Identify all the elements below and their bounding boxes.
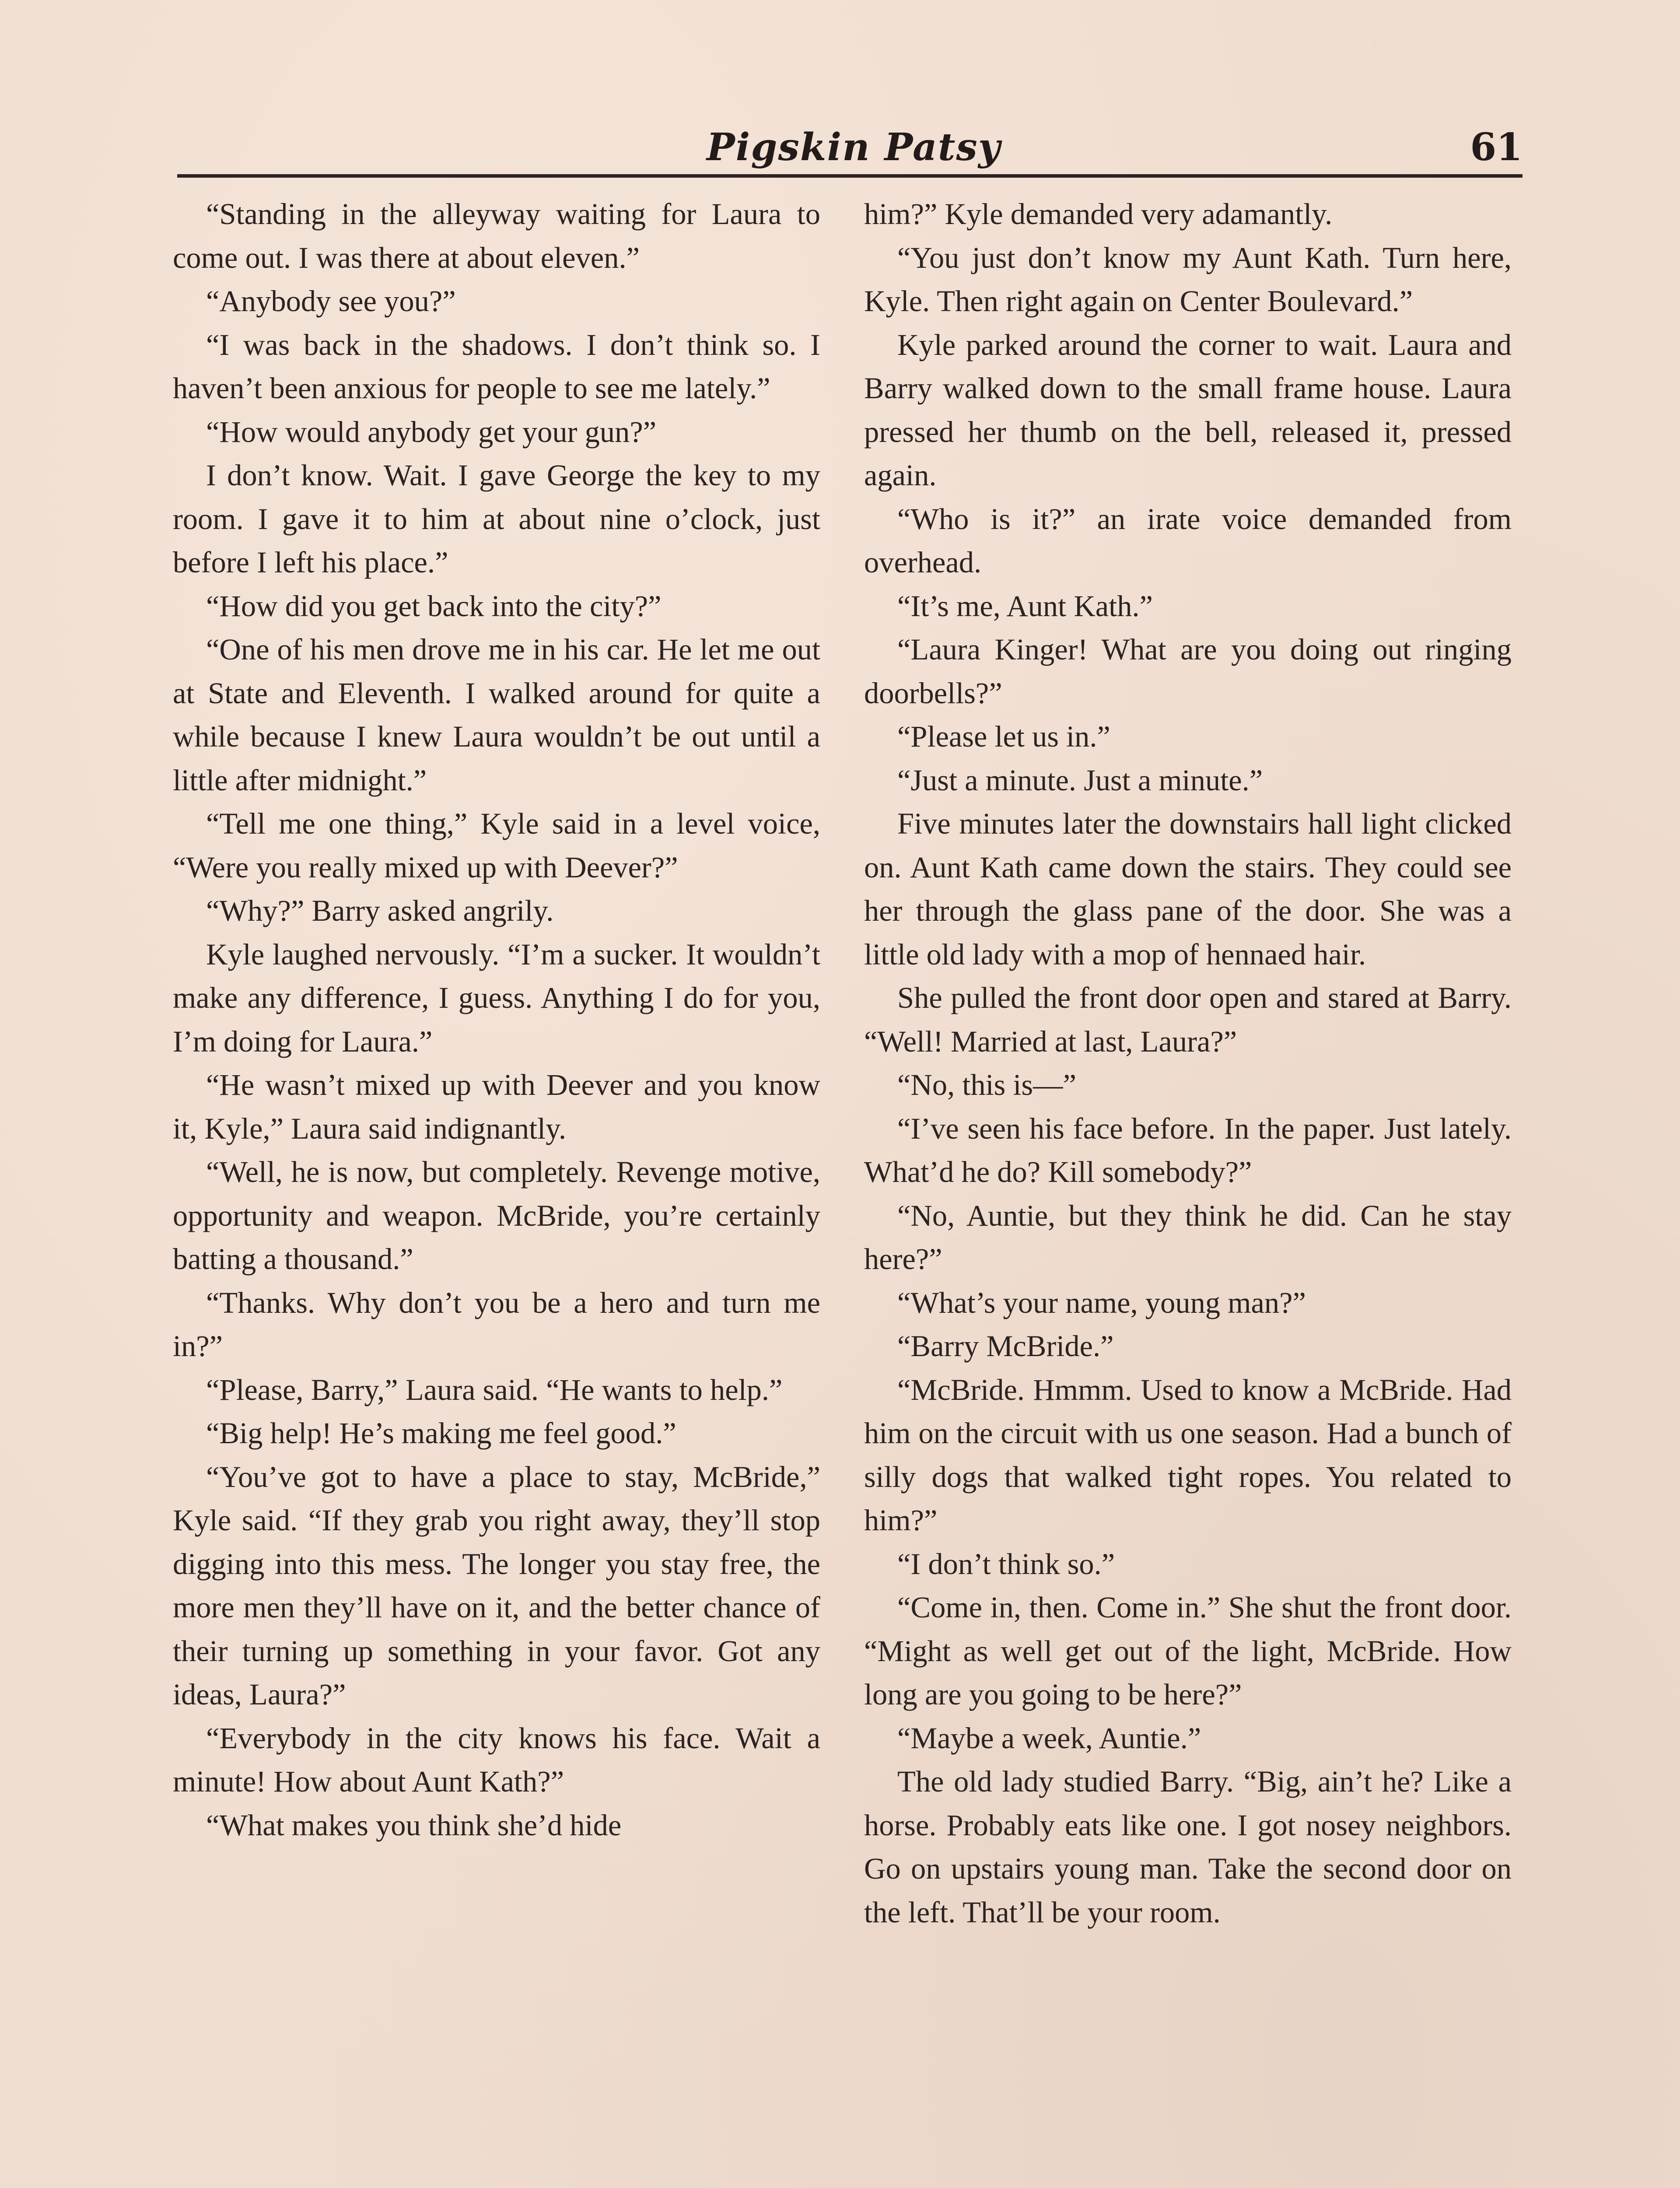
paragraph: She pulled the front door open and stared at Barry. “Well! Married at last, Laura?” <box>864 981 1512 1058</box>
paragraph: “Well, he is now, but completely. Revenge motive, opportunity and weapon. McBride, you’re certainly batting a thousand.” <box>173 1155 820 1276</box>
paragraph: “Why?” Barry asked angrily. <box>206 894 554 927</box>
header-rule <box>177 174 1522 178</box>
paragraph: “It’s me, Aunt Kath.” <box>897 589 1153 623</box>
paragraph: “Big help! He’s making me feel good.” <box>206 1417 676 1450</box>
paragraph: Kyle laughed nervously. “I’m a sucker. It wouldn’t make any difference, I guess. Anything I do for you, I’m doing for Laura.” <box>173 937 820 1058</box>
paragraph: I don’t know. Wait. I gave George the key to my room. I gave it to him at about nine o’clock, just before I left his place.” <box>173 459 820 579</box>
paragraph: “How did you get back into the city?” <box>206 589 662 623</box>
paragraph: “One of his men drove me in his car. He let me out at State and Eleventh. I walked around for quite a while because I knew Laura wouldn’t be out until a little after midnight.” <box>173 633 820 797</box>
paragraph: “Barry McBride.” <box>897 1329 1114 1363</box>
running-header <box>177 123 1522 179</box>
paragraph: “You just don’t know my Aunt Kath. Turn here, Kyle. Then right again on Center Boulevard.” <box>864 241 1512 318</box>
paragraph: “I was back in the shadows. I don’t think so. I haven’t been anxious for people to see me lately.” <box>173 328 820 405</box>
paragraph: “You’ve got to have a place to stay, McBride,” Kyle said. “If they grab you right away, they’ll stop digging into this mess. The longer you stay free, the more men they’ll have on it, and the better chance of their turning up something in your favor. Got any ideas, Laura?” <box>173 1460 820 1711</box>
running-title: Pigskin Patsy <box>707 125 1001 169</box>
paragraph: “Tell me one thing,” Kyle said in a level voice, “Were you really mixed up with Deever?” <box>173 807 820 884</box>
paragraph: “I don’t think so.” <box>897 1547 1115 1581</box>
paragraph: “Everybody in the city knows his face. Wait a minute! How about Aunt Kath?” <box>173 1721 820 1798</box>
paragraph: “Laura Kinger! What are you doing out ringing doorbells?” <box>864 633 1512 710</box>
paragraph: “Thanks. Why don’t you be a hero and turn me in?” <box>173 1286 820 1363</box>
right-column <box>864 193 1512 1934</box>
paragraph: Five minutes later the downstairs hall light clicked on. Aunt Kath came down the stairs. They could see her through the glass pane of the door. She was a little old lady with a mop of hennaed hair. <box>864 807 1512 971</box>
paragraph: Kyle parked around the corner to wait. Laura and Barry walked down to the small frame house. Laura pressed her thumb on the bell, released it, pressed again. <box>864 328 1512 492</box>
paragraph: “Come in, then. Come in.” She shut the front door. “Might as well get out of the light, McBride. How long are you going to be here?” <box>864 1591 1512 1711</box>
paragraph-continued: him?” Kyle demanded very adamantly. <box>864 197 1333 231</box>
paragraph: “Standing in the alleyway waiting for Laura to come out. I was there at about eleven.” <box>173 197 820 274</box>
paragraph: “Just a minute. Just a minute.” <box>897 763 1263 797</box>
paragraph: “What’s your name, young man?” <box>897 1286 1306 1319</box>
paragraph: “What makes you think she’d hide <box>206 1808 622 1842</box>
paragraph: “How would anybody get your gun?” <box>206 415 657 449</box>
paragraph: “McBride. Hmmm. Used to know a McBride. Had him on the circuit with us one season. Had a bunch of silly dogs that walked tight ropes. You related to him?” <box>864 1373 1512 1537</box>
paragraph: “No, this is—” <box>897 1068 1077 1101</box>
paragraph: “Please, Barry,” Laura said. “He wants to help.” <box>206 1373 783 1406</box>
left-column <box>173 193 820 1847</box>
paragraph: “Maybe a week, Auntie.” <box>897 1721 1201 1755</box>
paragraph: “Who is it?” an irate voice demanded from overhead. <box>864 502 1512 579</box>
paragraph: “I’ve seen his face before. In the paper. Just lately. What’d he do? Kill somebody?” <box>864 1112 1512 1189</box>
page-number: 61 <box>1470 125 1522 169</box>
paragraph: “Anybody see you?” <box>206 284 456 318</box>
paragraph: The old lady studied Barry. “Big, ain’t he? Like a horse. Probably eats like one. I got nosey neighbors. Go on upstairs young man. Take the second door on the left. That’ll be your room. <box>864 1765 1512 1929</box>
paragraph: “No, Auntie, but they think he did. Can he stay here?” <box>864 1199 1512 1276</box>
paragraph: “He wasn’t mixed up with Deever and you know it, Kyle,” Laura said indignantly. <box>173 1068 820 1145</box>
paragraph: “Please let us in.” <box>897 720 1110 753</box>
